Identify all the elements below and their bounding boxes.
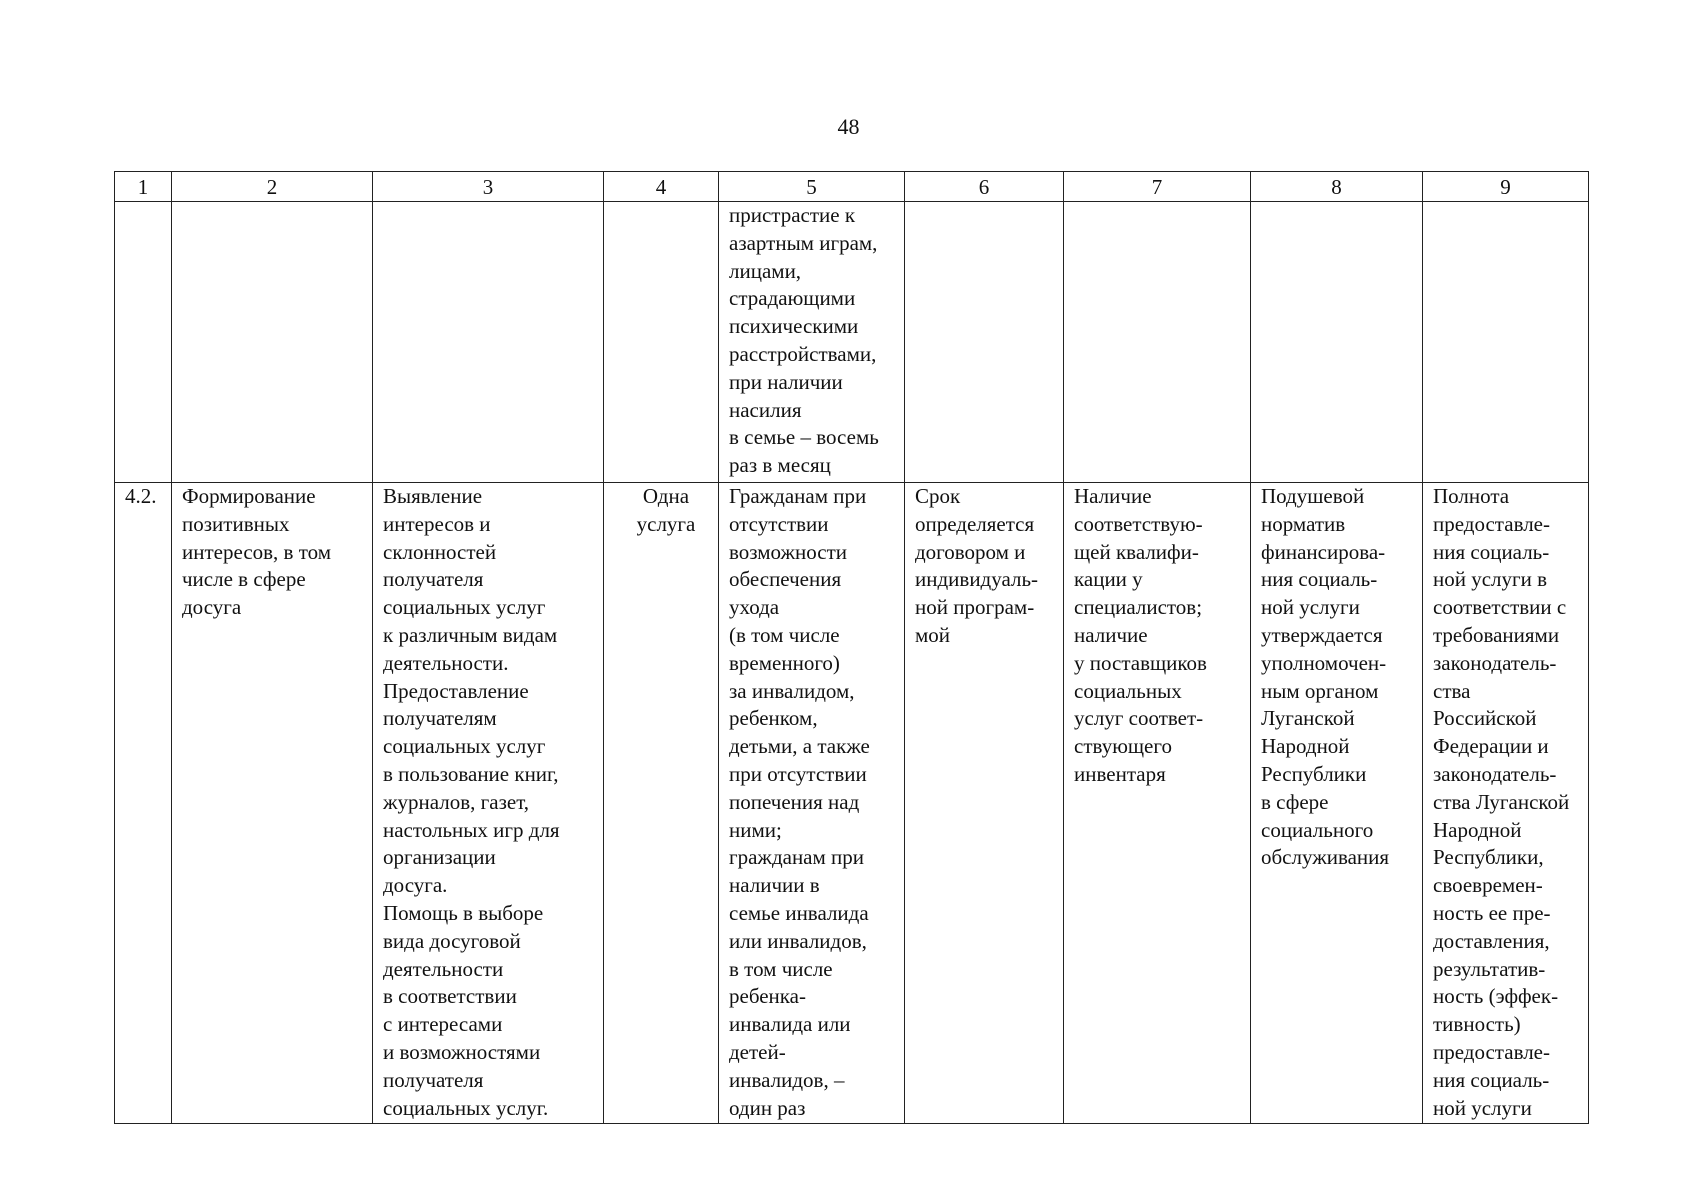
cell-empty [1423, 202, 1589, 483]
cell-text-line: досуга. [383, 873, 448, 898]
cell-text-line: к различным видам [383, 622, 558, 647]
cell-text-line: социального [1261, 817, 1374, 842]
cell-text-line: инвалидов, – [729, 1067, 845, 1092]
cell-text-line: Республики, [1433, 845, 1544, 870]
cell-text-line: наличие [1074, 622, 1148, 647]
services-table [114, 171, 1589, 1124]
cell-text-line: ребенка- [729, 984, 806, 1009]
column-number-8: 8 [1251, 172, 1423, 202]
cell-service-term [905, 483, 1064, 1124]
cell-service-unit [604, 483, 719, 1124]
cell-text-line: соответствую- [1074, 511, 1203, 536]
cell-text-line: требованиями [1433, 622, 1560, 647]
cell-text-line: журналов, газет, [383, 789, 530, 814]
column-number-3: 3 [373, 172, 604, 202]
cell-service-recipients [719, 483, 905, 1124]
cell-text-line: позитивных [182, 511, 290, 536]
cell-text-line: получателя [383, 1067, 484, 1092]
cell-text-line: наличии в [729, 873, 820, 898]
cell-text-line: мой [915, 622, 951, 647]
cell-text-line: ния социаль- [1433, 539, 1550, 564]
cell-text-line: Срок [915, 484, 961, 508]
cell-text-line: один раз [729, 1095, 806, 1120]
cell-text-line: инвентаря [1074, 761, 1166, 786]
table-row-4-2 [115, 483, 1589, 1124]
column-number-5: 5 [719, 172, 905, 202]
cell-text-line: пристрастие к [729, 203, 856, 227]
cell-text-line: лицами, [729, 258, 802, 283]
cell-text-line: при отсутствии [729, 761, 867, 786]
cell-text-line: результатив- [1433, 956, 1546, 981]
cell-text-line: у поставщиков [1074, 650, 1207, 675]
cell-text-line: кации у [1074, 567, 1143, 592]
cell-text-line: предоставле- [1433, 1039, 1550, 1064]
cell-text-line: ным органом [1261, 678, 1379, 703]
cell-text-line: Федерации и [1433, 734, 1549, 759]
cell-empty [1064, 202, 1251, 483]
column-number-6: 6 [905, 172, 1064, 202]
cell-text-line: услуг соответ- [1074, 706, 1204, 731]
cell-text-line: ния социаль- [1261, 567, 1378, 592]
cell-text-line: в соответствии [383, 984, 517, 1009]
cell-text-line: ния социаль- [1433, 1067, 1550, 1092]
cell-text-line: ной услуги [1433, 1095, 1532, 1120]
cell-text-line: Российской [1433, 706, 1537, 731]
cell-text-line: своевремен- [1433, 873, 1543, 898]
page-number: 48 [837, 114, 860, 139]
cell-text-line: законодатель- [1433, 761, 1557, 786]
cell-text-line: вида досуговой [383, 928, 521, 953]
cell-text-line: интересов, в том [182, 539, 332, 564]
cell-text-line: индивидуаль- [915, 567, 1039, 592]
cell-text-line: в том числе [729, 956, 833, 981]
cell-service-financing [1251, 483, 1423, 1124]
cell-text-line: финансирова- [1261, 539, 1386, 564]
cell-service-conditions [1064, 483, 1251, 1124]
cell-text-line: в семье – восемь [729, 425, 879, 450]
cell-text-line: расстройствами, [729, 341, 877, 366]
cell-text-line: Гражданам при [729, 484, 867, 508]
cell-text-line: ствующего [1074, 734, 1172, 759]
cell-text-line: при наличии [729, 369, 843, 394]
cell-text-line: Выявление [383, 484, 483, 508]
cell-text-line: обслуживания [1261, 845, 1390, 870]
cell-text-line: Формирование [182, 484, 316, 508]
cell-text-line: гражданам при [729, 845, 865, 870]
cell-text-line: и возможностями [383, 1039, 541, 1064]
cell-text-line: азартным играм, [729, 230, 878, 255]
cell-empty [905, 202, 1064, 483]
cell-text-line: тивность) [1433, 1012, 1521, 1037]
cell-text-line: Луганской [1261, 706, 1355, 731]
cell-text-line: доставления, [1433, 928, 1550, 953]
cell-text-line: психическими [729, 314, 859, 339]
cell-empty [604, 202, 719, 483]
cell-text-line: с интересами [383, 1012, 503, 1037]
cell-row-number: 4.2. [115, 483, 172, 1124]
cell-text-line: раз в месяц [729, 453, 831, 478]
cell-text-line: за инвалидом, [729, 678, 855, 703]
cell-text-line: семье инвалида [729, 900, 869, 925]
cell-text-line: в сфере [1261, 789, 1329, 814]
cell-text-line: деятельности [383, 956, 504, 981]
cell-text-line: договором и [915, 539, 1026, 564]
cell-text-line: детей- [729, 1039, 786, 1064]
cell-text-line: специалистов; [1074, 595, 1203, 620]
cell-text-line: временного) [729, 650, 840, 675]
cell-text-line: утверждается [1261, 622, 1383, 647]
cell-text-line: детьми, а также [729, 734, 870, 759]
cell-text-line: интересов и [383, 511, 491, 536]
cell-recipients-continued [719, 202, 905, 483]
cell-text-line: настольных игр для [383, 817, 560, 842]
cell-text-line: отсутствии [729, 511, 829, 536]
cell-text-line: социальных [1074, 678, 1182, 703]
cell-empty [373, 202, 604, 483]
cell-service-quality [1423, 483, 1589, 1124]
column-number-2: 2 [172, 172, 373, 202]
cell-text-line: ства [1433, 678, 1471, 703]
cell-text-line: страдающими [729, 286, 856, 311]
column-number-9: 9 [1423, 172, 1589, 202]
cell-text-line: получателям [383, 706, 497, 731]
cell-text-line: ность (эффек- [1433, 984, 1559, 1009]
column-number-1: 1 [115, 172, 172, 202]
cell-text-line: или инвалидов, [729, 928, 867, 953]
cell-text-line: насилия [729, 397, 802, 422]
cell-text-line: ной услуги в [1433, 567, 1548, 592]
cell-text-line: услуга [636, 511, 696, 536]
cell-text-line: Народной [1261, 734, 1350, 759]
cell-text-line: ной услуги [1261, 595, 1360, 620]
cell-empty [172, 202, 373, 483]
cell-text-line: в пользование книг, [383, 761, 559, 786]
cell-text-line: обеспечения [729, 567, 842, 592]
cell-text-line: инвалида или [729, 1012, 851, 1037]
cell-text-line: досуга [182, 595, 242, 620]
cell-text-line: ухода [729, 595, 780, 620]
cell-text-line: числе в сфере [182, 567, 306, 592]
cell-text-line: Одна [642, 484, 690, 508]
cell-text-line: ними; [729, 817, 782, 842]
cell-text-line: Республики [1261, 761, 1367, 786]
cell-service-description [373, 483, 604, 1124]
cell-text-line: определяется [915, 511, 1035, 536]
cell-text-line: Помощь в выборе [383, 900, 544, 925]
cell-text-line: ной програм- [915, 595, 1035, 620]
cell-text-line: организации [383, 845, 496, 870]
cell-text-line: склонностей [383, 539, 497, 564]
cell-text-line: социальных услуг [383, 595, 546, 620]
column-number-7: 7 [1064, 172, 1251, 202]
cell-service-name [172, 483, 373, 1124]
cell-text-line: ства Луганской [1433, 789, 1570, 814]
cell-text-line: Подушевой [1261, 484, 1365, 508]
cell-text-line: соответствии с [1433, 595, 1567, 620]
cell-text-line: деятельности. [383, 650, 509, 675]
cell-text-line: социальных услуг. [383, 1095, 549, 1120]
cell-text-line: уполномочен- [1261, 650, 1387, 675]
cell-text-line: (в том числе [729, 622, 840, 647]
cell-text-line: норматив [1261, 511, 1346, 536]
cell-text-line: Предоставление [383, 678, 529, 703]
cell-text-line: ребенком, [729, 706, 818, 731]
cell-text-line: Полнота [1433, 484, 1510, 508]
cell-text-line: социальных услуг [383, 734, 546, 759]
cell-text-line: попечения над [729, 789, 860, 814]
column-number-4: 4 [604, 172, 719, 202]
cell-text-line: законодатель- [1433, 650, 1557, 675]
cell-text-line: Народной [1433, 817, 1522, 842]
cell-text-line: ность ее пре- [1433, 900, 1551, 925]
cell-text-line: предоставле- [1433, 511, 1550, 536]
table-header-row [115, 172, 1589, 202]
cell-empty [115, 202, 172, 483]
table-row-continued [115, 202, 1589, 483]
cell-text-line: Наличие [1074, 484, 1152, 508]
cell-text-line: возможности [729, 539, 848, 564]
cell-text-line: получателя [383, 567, 484, 592]
cell-text-line: щей квалифи- [1074, 539, 1199, 564]
cell-empty [1251, 202, 1423, 483]
